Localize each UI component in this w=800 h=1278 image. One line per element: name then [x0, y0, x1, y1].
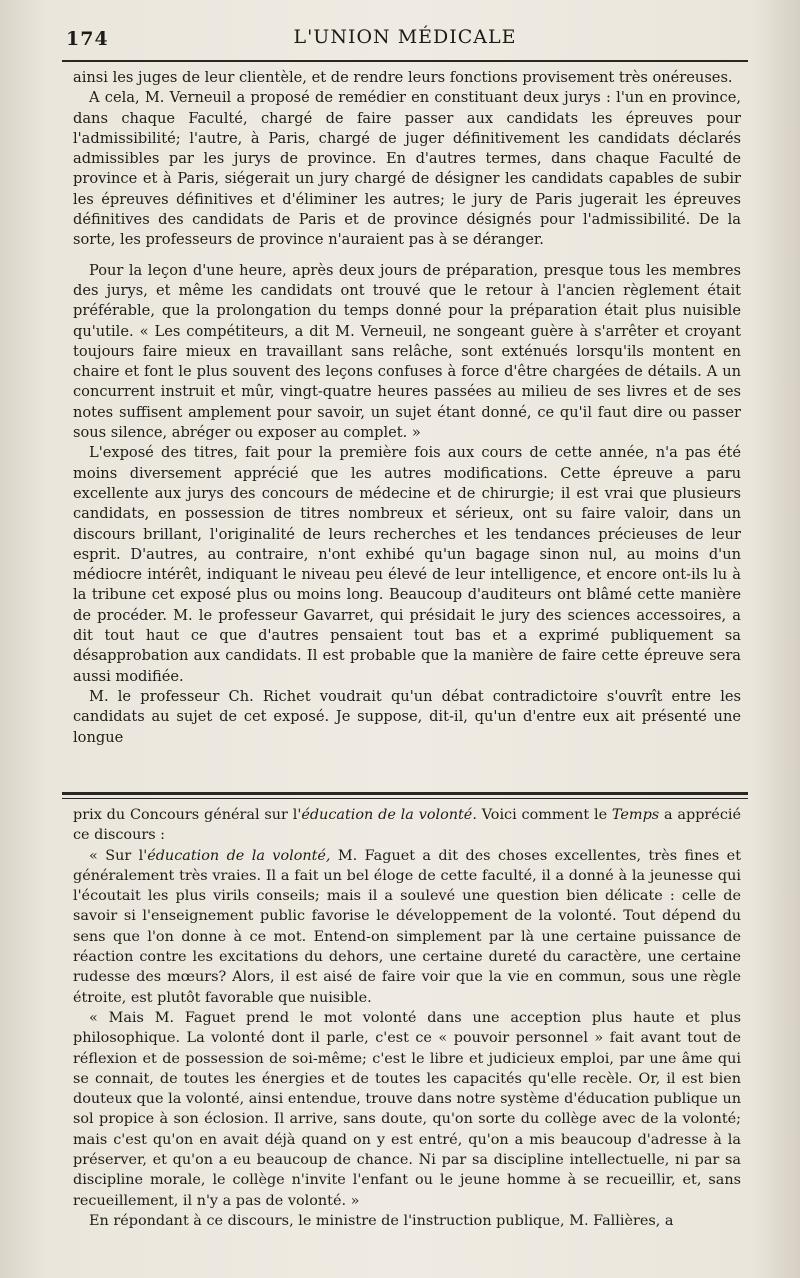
paragraph: L'exposé des titres, fait pour la première fois aux cours de cette année, n'a pas été moins diversement apprécié que les autres modifications. Cette épreuve a paru excellente aux jurys des concours de médecine et de chirurgie; il est vrai que plusieurs candidats, en possession de titres nombreux et sérieux, ont su faire valoir, dans un discours brillant, l'originalité de leurs recherches et les tendances précieuses de leur esprit. D'autres, au contraire, n'ont exhibé qu'un bagage sinon nul, au moins d'un médiocre intérêt, indiquant le niveau peu élevé de leur intelligence, et encore ont-ils lu à la tribune cet exposé plus ou moins long. Beaucoup d'auditeurs ont blâmé cette manière de procéder. M. le professeur Gavarret, qui présidait le jury des sciences accessoires, a dit tout haut ce que d'autres pensaient tout bas et a exprimé publiquement sa désapprobation aux candidats. Il est probable que la manière de faire cette épreuve sera aussi modifiée. [73, 444, 741, 685]
text-run: Voici comment le [476, 807, 612, 823]
paragraph: ainsi les juges de leur clientèle, et de rendre leurs fonctions provisement très onéreuses. [73, 69, 733, 86]
paragraph: Pour la leçon d'une heure, après deux jours de préparation, presque tous les membres des jurys, et même les candidats ont trouvé que le retour à l'ancien règlement était préférable, que la prolongation du temps donné pour la préparation était plus nuisible qu'utile. « Les compétiteurs, a dit M. Verneuil, ne songeant guère à s'arrêter et croyant toujours faire mieux en travaillant sans relâche, sont exténués lorsqu'ils montent en chaire et font le plus souvent des leçons confuses à force d'être chargées de détails. A un concurrent instruit et mûr, vingt-quatre heures passées au milieu de ses livres et de ses notes suffisent amplement pour savoir, un sujet étant donné, ce qu'il faut dire ou passer sous silence, abréger ou exposer au complet. » [73, 261, 741, 442]
footnote-text [73, 805, 741, 1231]
text-run: « Sur l' [89, 847, 148, 864]
footnote-quote: « Mais M. Faguet prend le mot volonté dans une acception plus haute et plus philosophique. La volonté dont il parle, c'est ce « pouvoir personnel » fait avant tout de réflexion et de possession de soi-même; c'est le libre et judicieux emploi, par une âme qui se connait, de toutes les énergies et de toutes les capacités qu'elle recèle. Or, il est bien douteux que la volonté, ainsi entendue, trouve dans notre système d'éducation publique un sol propice à son éclosion. Il arrive, sans doute, qu'on sorte du collège avec de la volonté; mais c'est qu'on en avait déjà quand on y est entré, qu'on a mis beaucoup d'adresse à la préserver, et qu'on a eu beaucoup de chance. Ni par sa discipline intellectuelle, ni par sa discipline morale, le collège n'invite l'enfant ou le jeune homme à se recueillir, et, sans recueillement, il n'y a pas de volonté. » [73, 1009, 741, 1209]
footnote-intro [73, 805, 741, 846]
footnote-separator-thin [62, 798, 748, 799]
paragraph: M. le professeur Ch. Richet voudrait qu'un débat contradictoire s'ouvrît entre les candidats au sujet de cet exposé. Je suppose, dit-il, qu'un d'entre eux ait présenté une longue [73, 687, 741, 746]
footnote-separator [62, 792, 748, 795]
text-run: prix du Concours général sur l' [73, 807, 302, 823]
footnote-last: En répondant à ce discours, le ministre de l'instruction publique, M. Fallières, a [89, 1212, 674, 1229]
main-text [73, 68, 741, 748]
text-run: M. Faguet a dit des choses excellentes, très fines et généralement très vraies. Il a fait un bel éloge de cette faculté, il a donné à la jeunesse qui l'écoutait les plus virils conseils; mais il a soulevé une question bien délicate : celle de savoir si l'enseignement public favorise le développement de la volonté. Tout dépend du sens que l'on donne à ce mot. Entend-on simplement par là une certaine puissance de réaction contre les excitations du dehors, une certaine dureté du caractère, une certaine rudesse des mœurs? Alors, il est aisé de faire voir que la vie en commun, sous une règle étroite, est plutôt favorable que nuisible. [73, 847, 741, 1006]
page-number: 174 [66, 28, 109, 50]
footnote-quote [73, 846, 741, 1008]
italic-newspaper: Temps [611, 807, 660, 823]
paragraph: A cela, M. Verneuil a proposé de remédier en constituant deux jurys : l'un en province, dans chaque Faculté, chargé de faire passer aux candidats les épreuves pour l'admissibilité; l'autre, à Paris, chargé de juger définitivement les candidats déclarés admissibles par les jurys de province. En d'autres termes, dans chaque Faculté de province et à Paris, siégerait un jury chargé de désigner les candidats capables de subir les épreuves définitives et d'éliminer les autres; le jury de Paris jugerait les épreuves définitives des candidats de Paris et de province désignés pour l'admissibilité. De la sorte, les professeurs de province n'auraient pas à se déranger. [73, 89, 741, 249]
paragraph-gap [73, 251, 741, 261]
running-title: L'UNION MÉDICALE [293, 26, 517, 48]
text-run: a apprécié ce discours : [73, 807, 741, 844]
italic-title: éducation de la volonté, [147, 847, 331, 864]
header-rule [62, 60, 748, 62]
italic-title: éducation de la volonté. [301, 807, 477, 823]
page-header [60, 22, 750, 56]
